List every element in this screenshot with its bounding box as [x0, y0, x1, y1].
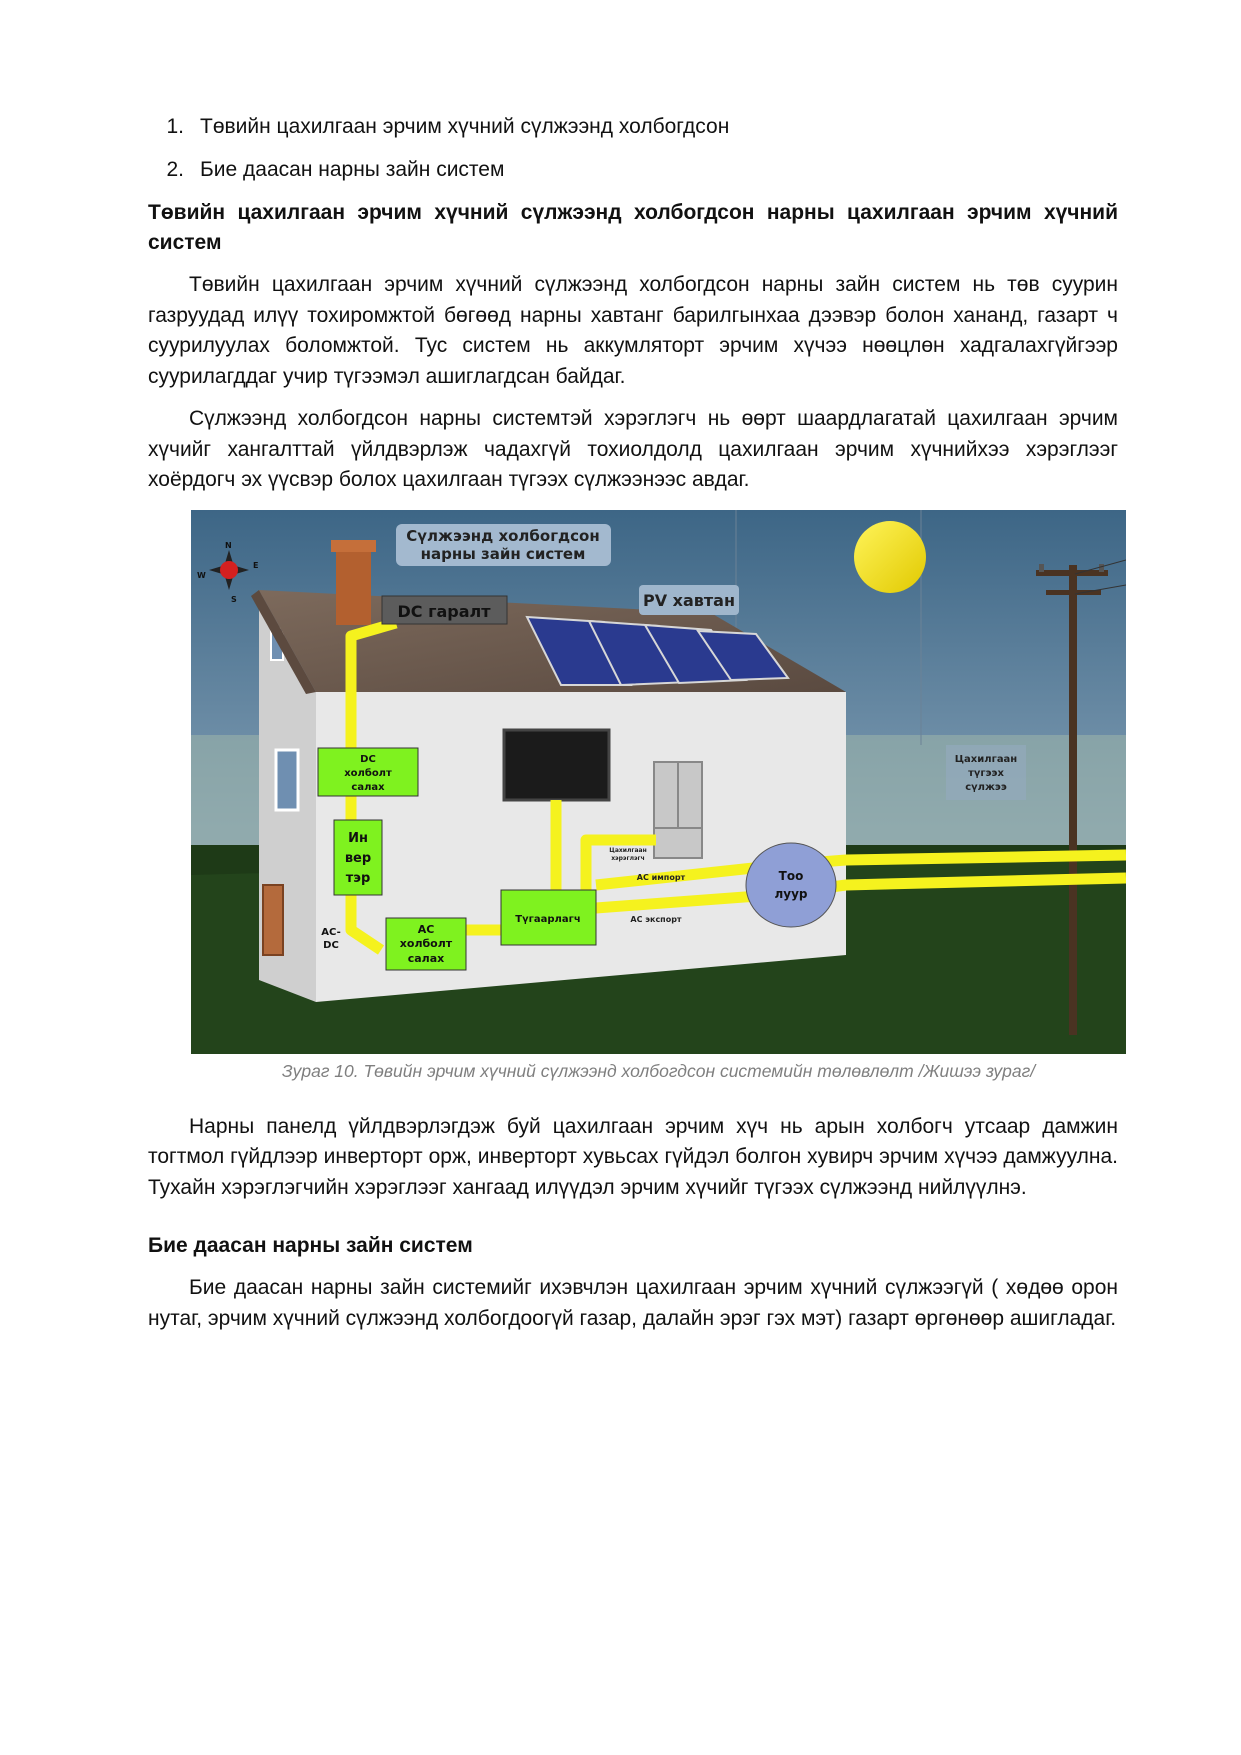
svg-text:S: S [231, 594, 237, 604]
paragraph: Төвийн цахилгаан эрчим хүчний сүлжээнд холбогдсон нарны зайн систем нь төв суурин газруудад илүү тохиромжтой бөгөөд нарны хавтанг барилгынхаа дээвэр болон хананд, газарт ч суурилуулах боломжтой. Тус систем нь аккумляторт эрчим хүчээ нөөцлөн хадгалахгүйгээр суурилагддаг учир түгээмэл ашиглагдсан байдаг. [148, 273, 1118, 388]
sun-icon [854, 521, 926, 593]
list-item: 1. Төвийн цахилгаан эрчим хүчний сүлжээнд холбогдсон [166, 115, 730, 138]
grid-tied-illustration [191, 510, 1126, 1054]
chimney [336, 550, 371, 625]
distributor-box [501, 890, 596, 945]
svg-text:Ин: Ин [348, 830, 368, 846]
svg-text:салах: салах [351, 781, 385, 793]
fridge-icon [654, 762, 702, 858]
grid-label [946, 745, 1026, 800]
pv-panel-label [639, 585, 739, 615]
ac-export-label: AC экспорт [630, 914, 682, 924]
svg-text:N: N [225, 540, 232, 550]
svg-text:нарны зайн систем: нарны зайн систем [420, 544, 586, 563]
acdc-label-2: DC [323, 939, 339, 951]
ac-switch-box [386, 918, 466, 970]
svg-text:Цахилгаан: Цахилгаан [954, 753, 1018, 765]
svg-text:W: W [197, 570, 206, 580]
figure-caption: Зураг 10. Төвийн эрчим хүчний сүлжээнд холбогдсон системийн төлөвлөлт /Жишээ зураг/ [281, 1060, 1036, 1081]
svg-text:PV хавтан: PV хавтан [642, 590, 736, 610]
consumer-label: Цахилгаан [609, 846, 647, 854]
figure-grid-tied-diagram [191, 510, 1126, 1054]
title-label [396, 524, 611, 566]
ac-import-label: AC импорт [636, 872, 686, 882]
paragraph: Сүлжээнд холбогдсон нарны системтэй хэрэглэгч нь өөрт шаардлагатай цахилгаан эрчим хүчийг хангалттай үйлдвэрлэж чадахгүй тохиолдолд цахилгаан эрчим хүчнийхээ хэрэглээг хоёрдогч эх үүсвэр болох цахилгаан түгээх сүлжээнээс авдаг. [148, 407, 1118, 491]
svg-text:түгээх: түгээх [968, 767, 1004, 779]
svg-text:вер: вер [344, 850, 372, 866]
paragraph: Нарны панелд үйлдвэрлэгдэж буй цахилгаан эрчим хүч нь арын холбогч утсаар дамжин тогтмол гүйдлээр инверторт орж, инверторт хувьсах гүйдэл болгон хувирч эрчим хүчээ дамжуулна. Тухайн хэрэглэгчийн хэрэглээг хангаад илүүдэл эрчим хүчийг түгээх сүлжээнд нийлүүлнэ. [148, 1114, 1118, 1199]
svg-text:холболт: холболт [344, 767, 392, 779]
acdc-label: AC- [321, 926, 341, 938]
dc-switch-box [318, 748, 418, 796]
svg-text:DC: DC [360, 753, 376, 765]
svg-text:холболт: холболт [399, 936, 453, 950]
meter-icon [746, 843, 836, 927]
consumer-label-2: хэрэглэгч [611, 854, 645, 862]
svg-text:сүлжээ: сүлжээ [965, 781, 1007, 793]
svg-text:Тоо: Тоо [778, 868, 804, 883]
system-types-list [148, 112, 1118, 185]
section-heading-standalone: Бие даасан нарны зайн систем [148, 1234, 473, 1257]
inverter-box [334, 820, 382, 895]
section-heading-grid-tied: Төвийн цахилгаан эрчим хүчний сүлжээнд холбогдсон нарны цахилгаан эрчим хүчний систем [148, 201, 1118, 254]
document-page [148, 112, 1118, 1334]
dc-output-label [382, 596, 507, 624]
svg-text:Сүлжээнд холбогдсон: Сүлжээнд холбогдсон [406, 526, 600, 545]
paragraph: Бие даасан нарны зайн системийг ихэвчлэн цахилгаан эрчим хүчний сүлжээгүй ( хөдөө орон нутаг, эрчим хүчний сүлжээнд холбогдоогүй газар, далайн эрэг гэх мэт) газарт өргөнөөр ашигладаг. [148, 1276, 1118, 1330]
svg-text:салах: салах [407, 951, 445, 965]
svg-text:луур: луур [774, 886, 808, 901]
tv-icon [504, 730, 609, 800]
svg-text:DC гаралт: DC гаралт [397, 601, 491, 621]
svg-text:тэр: тэр [345, 870, 371, 886]
list-item: 2. Бие даасан нарны зайн систем [166, 158, 505, 181]
svg-text:Түгаарлагч: Түгаарлагч [515, 913, 581, 925]
svg-text:E: E [253, 560, 259, 570]
svg-text:AC: AC [417, 922, 435, 936]
